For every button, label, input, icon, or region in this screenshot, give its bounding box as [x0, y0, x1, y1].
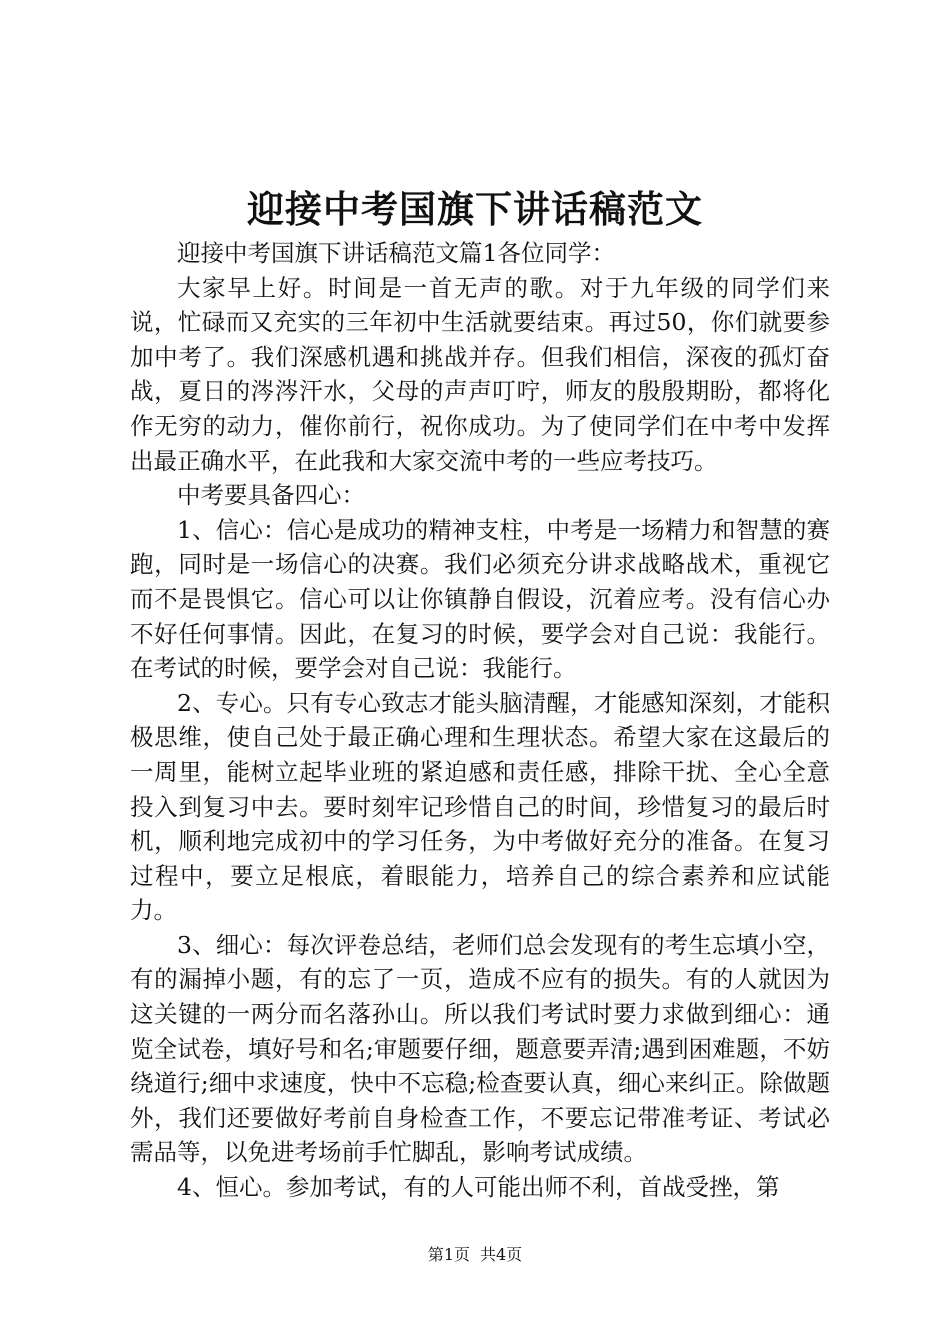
- paragraph-salutation: 迎接中考国旗下讲话稿范文篇1各位同学：: [177, 239, 615, 267]
- document-title: 迎接中考国旗下讲话稿范文: [247, 187, 703, 231]
- paragraph-intro: 大家早上好。时间是一首无声的歌。对于九年级的同学们来说，忙碌而又充实的三年初中生活就要结束。再过50，你们就要参加中考了。我们深感机遇和挑战并存。但我们相信，深夜的孤灯奋战，夏日的涔涔汗水，父母的声声叮咛，师友的殷殷期盼，都将化作无穷的动力，催你前行，祝你成功。为了使同学们在中考中发挥出最正确水平，在此我和大家交流中考的一些应考技巧。: [130, 273, 830, 475]
- paragraph-perseverance: 4、恒心。参加考试，有的人可能出师不利，首战受挫，第: [177, 1173, 780, 1202]
- document-body: [130, 236, 830, 1205]
- page-footer: [0, 1245, 950, 1265]
- paragraph-focus: 2、专心。只有专心致志才能头脑清醒，才能感知深刻，才能积极思维，使自己处于最正确心理和生理状态。希望大家在这最后的一周里，能树立起毕业班的紧迫感和责任感，排除干扰、全心全意投入到复习中去。要时刻牢记珍惜自己的时间，珍惜复习的最后时机，顺利地完成初中的学习任务，为中考做好充分的准备。在复习过程中，要立足根底，着眼能力，培养自己的综合素养和应试能力。: [130, 688, 830, 925]
- paragraph-four-hearts: 中考要具备四心：: [177, 481, 365, 510]
- page-number: 第1页: [427, 1245, 470, 1264]
- paragraph-carefulness: 3、细心：每次评卷总结，老师们总会发现有的考生忘填小空，有的漏掉小题，有的忘了一页，造成不应有的损失。有的人就因为这关键的一两分而名落孙山。所以我们考试时要力求做到细心：通览全试卷，填好号和名;审题要仔细，题意要弄清;遇到困难题，不妨绕道行;细中求速度，快中不忘稳;检查要认真，细心来纠正。除做题外，我们还要做好考前自身检查工作，不要忘记带准考证、考试必需品等，以免进考场前手忙脚乱，影响考试成绩。: [130, 930, 830, 1167]
- paragraph-confidence: 1、信心：信心是成功的精神支柱，中考是一场精力和智慧的赛跑，同时是一场信心的决赛。我们必须充分讲求战略战术，重视它而不是畏惧它。信心可以让你镇静自假设，沉着应考。没有信心办不好任何事情。因此，在复习的时候，要学会对自己说：我能行。在考试的时候，要学会对自己说：我能行。: [130, 515, 830, 683]
- page-total: 共4页: [480, 1245, 523, 1264]
